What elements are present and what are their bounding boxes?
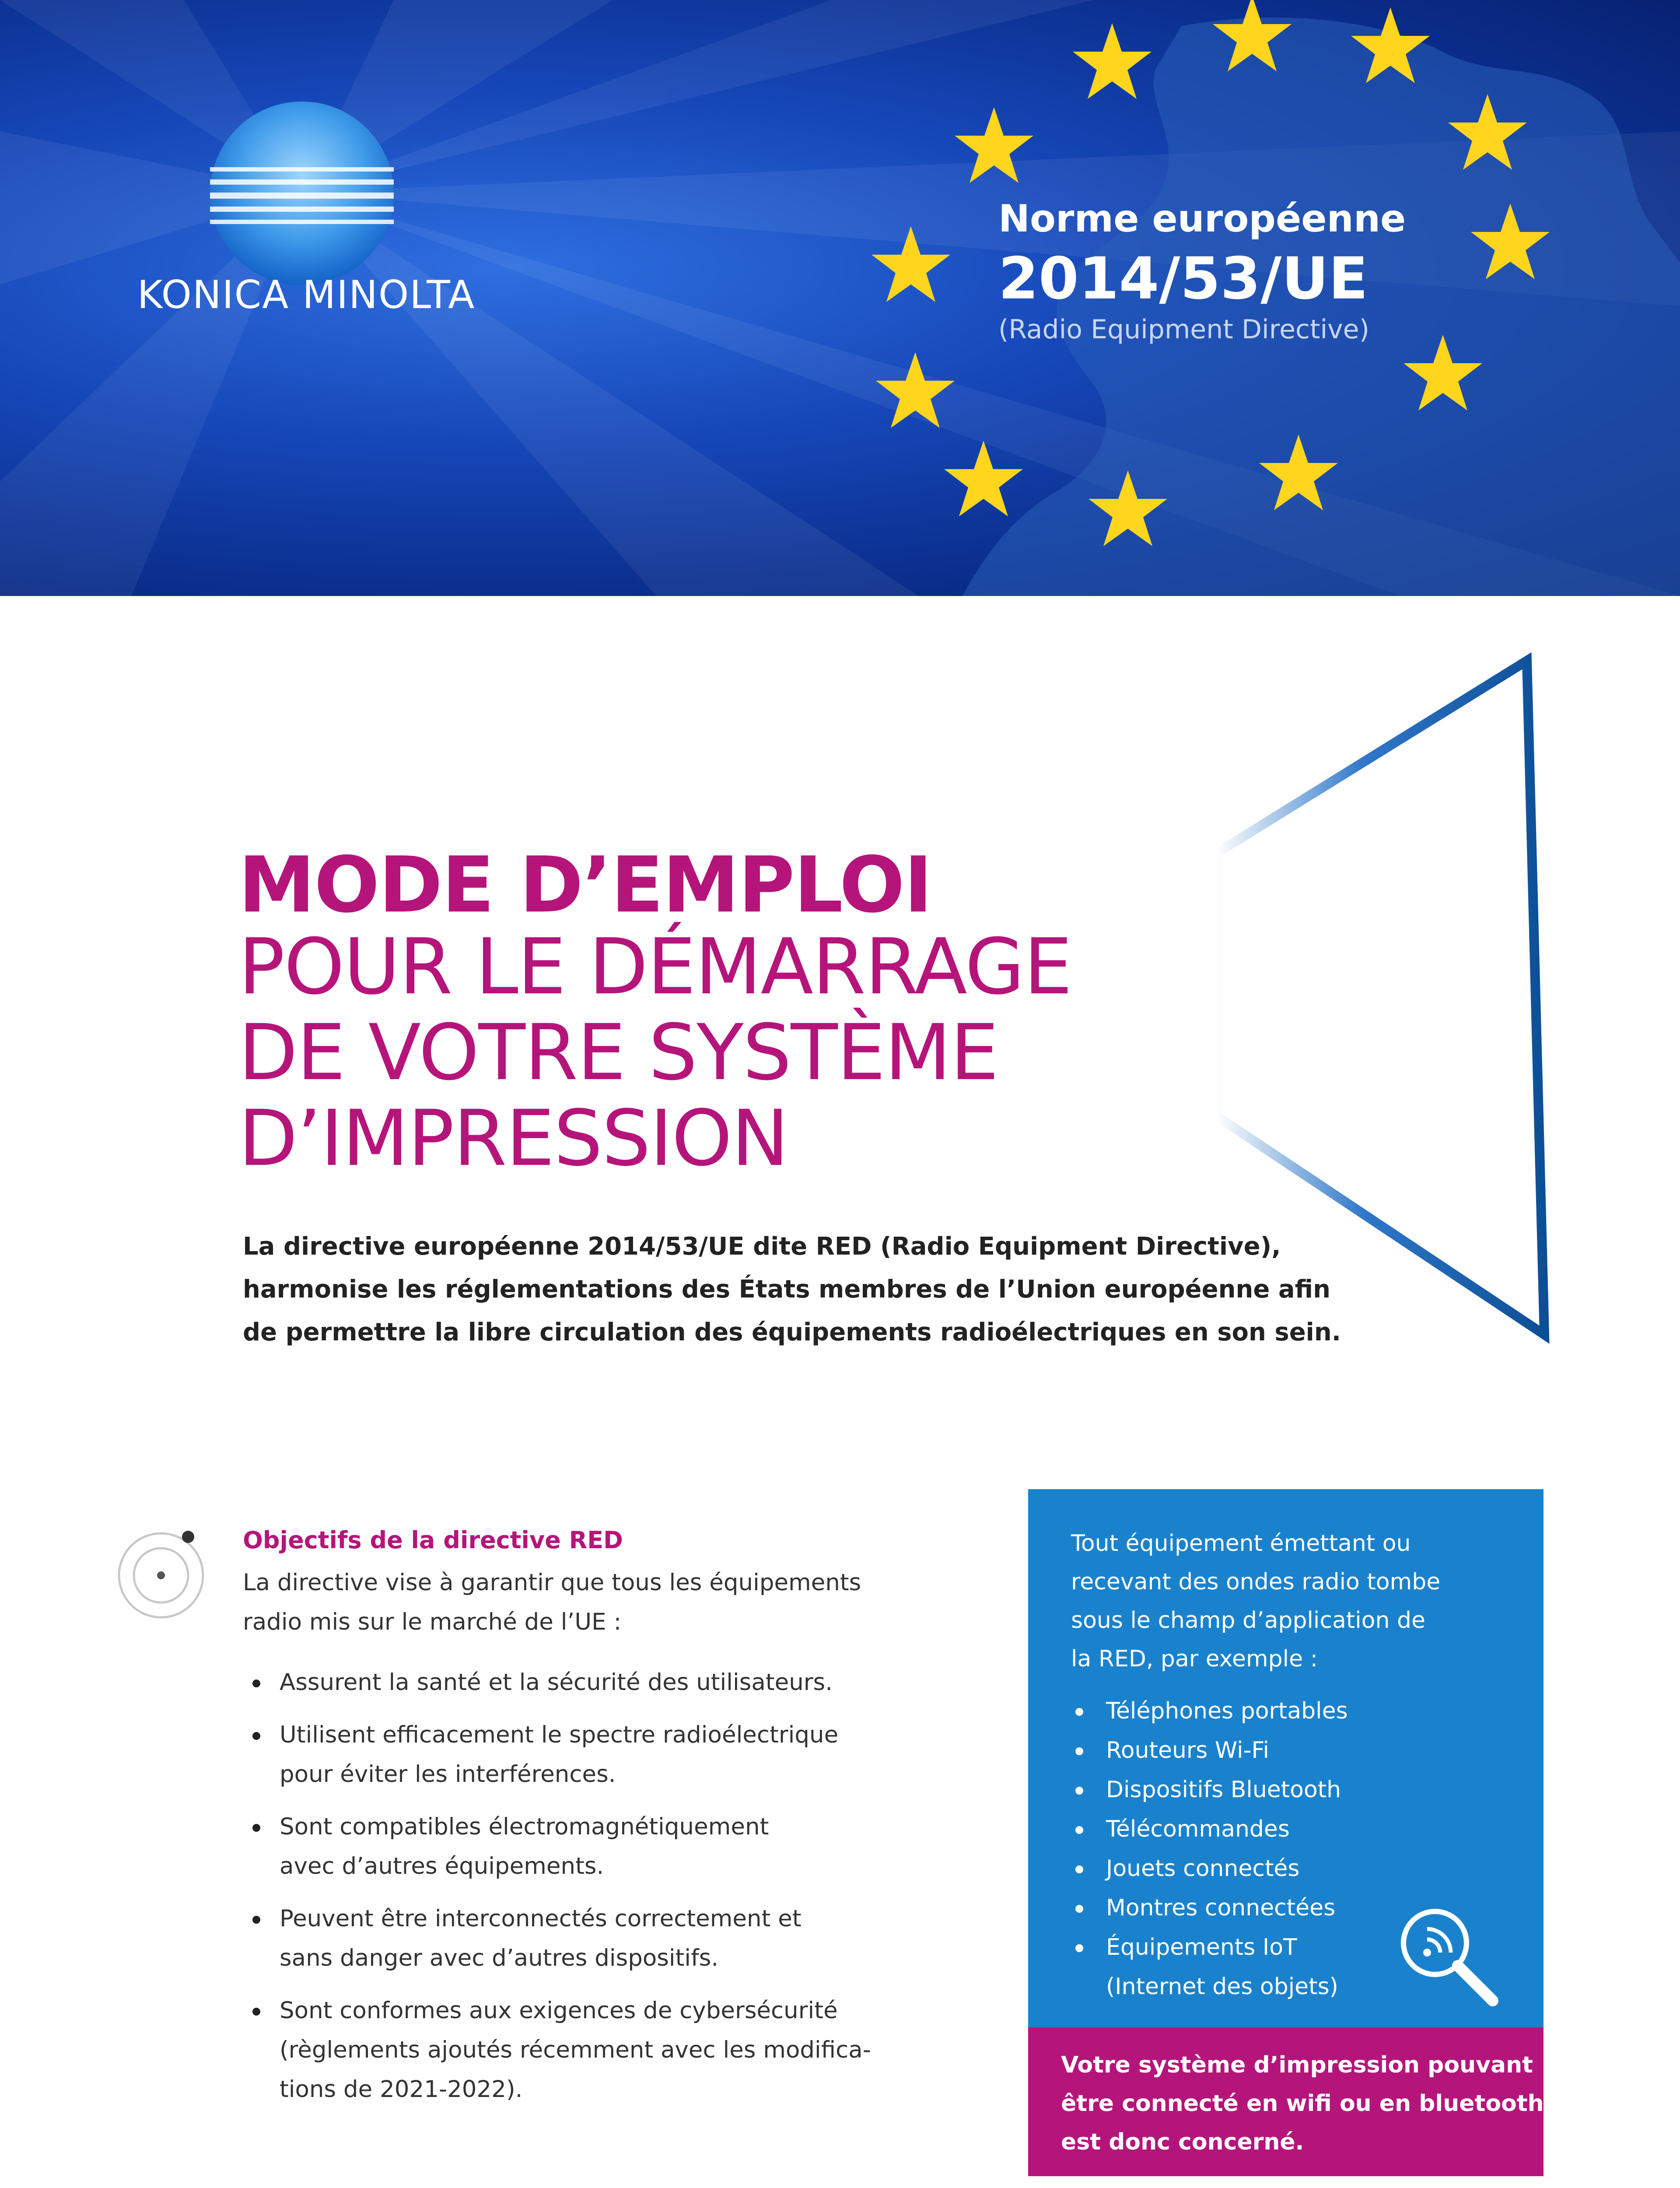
list-item-text: Sont conformes aux exigences de cybersécurité xyxy=(280,1997,838,2024)
list-item: Dispositifs Bluetooth xyxy=(1071,1770,1504,1809)
subtitle-line: DE VOTRE SYSTÈME xyxy=(238,1008,998,1098)
intro-line: de permettre la libre circulation des équipements radioélectriques en son sein. xyxy=(243,1318,1341,1346)
subtitle-line: POUR LE DÉMARRAGE xyxy=(238,922,1072,1012)
objectives-intro xyxy=(243,1563,943,1642)
list-item-text: pour éviter les interférences. xyxy=(280,1761,616,1788)
list-item-text: Utilisent efficacement le spectre radioélectrique xyxy=(280,1722,839,1748)
scope-intro xyxy=(1071,1524,1504,1678)
objectives-list xyxy=(243,1663,965,2122)
list-item xyxy=(243,1899,965,1978)
list-item xyxy=(243,1715,965,1794)
eu-stars-ring xyxy=(0,0,1680,596)
list-item-text: sans danger avec d’autres dispositifs. xyxy=(280,1945,719,1971)
norm-title: Norme européenne xyxy=(998,197,1406,241)
list-item: Routeurs Wi-Fi xyxy=(1071,1731,1504,1770)
list-item xyxy=(243,1663,965,1702)
list-item xyxy=(243,1807,965,1886)
scope-intro-line: Tout équipement émettant ou xyxy=(1071,1530,1411,1557)
wifi-search-icon xyxy=(1391,1899,1505,2013)
page-title: MODE D’EMPLOI xyxy=(238,840,932,930)
eu-banner xyxy=(0,0,1680,596)
list-item xyxy=(243,1991,965,2109)
objectives-title: Objectifs de la directive RED xyxy=(243,1526,623,1554)
page-subtitle xyxy=(238,924,1071,1182)
norm-number: 2014/53/UE xyxy=(998,245,1368,312)
list-item-text: tions de 2021-2022). xyxy=(280,2076,523,2103)
concern-line: être connecté en wifi ou en bluetooth xyxy=(1061,2090,1544,2117)
objectives-intro-line: La directive vise à garantir que tous les équipements xyxy=(243,1569,861,1596)
list-item-text: Équipements IoT xyxy=(1106,1934,1297,1960)
intro-line: La directive européenne 2014/53/UE dite RED (Radio Equipment Directive), xyxy=(243,1232,1281,1261)
intro-paragraph xyxy=(243,1225,1341,1354)
list-item: Montres connectées xyxy=(1071,1888,1504,1928)
scope-intro-line: sous le champ d’application de xyxy=(1071,1607,1425,1634)
list-item: Jouets connectés xyxy=(1071,1849,1504,1888)
scope-intro-line: la RED, par exemple : xyxy=(1071,1646,1318,1672)
concern-line: est donc concerné. xyxy=(1061,2129,1304,2155)
list-item-text: (règlements ajoutés récemment avec les modifica- xyxy=(280,2037,871,2063)
concern-box xyxy=(1028,2027,1544,2176)
brand-logo-text: KONICA MINOLTA xyxy=(137,272,476,317)
intro-line: harmonise les réglementations des États membres de l’Union européenne afin xyxy=(243,1275,1330,1304)
list-item: Téléphones portables xyxy=(1071,1691,1504,1731)
target-icon xyxy=(113,1526,209,1623)
list-item-text: (Internet des objets) xyxy=(1106,1974,1338,2000)
scope-intro-line: recevant des ondes radio tombe xyxy=(1071,1569,1441,1595)
norm-subtitle: (Radio Equipment Directive) xyxy=(998,314,1369,345)
list-item: Télécommandes xyxy=(1071,1809,1504,1849)
list-item-text: Sont compatibles électromagnétiquement xyxy=(280,1813,769,1840)
list-item-text: Assurent la santé et la sécurité des utilisateurs. xyxy=(280,1669,833,1696)
objectives-intro-line: radio mis sur le marché de l’UE : xyxy=(243,1609,622,1635)
list-item-text: Peuvent être interconnectés correctement et xyxy=(280,1905,802,1932)
list-item-text: avec d’autres équipements. xyxy=(280,1853,604,1879)
subtitle-line: D’IMPRESSION xyxy=(238,1094,788,1183)
concern-line: Votre système d’impression pouvant xyxy=(1061,2052,1533,2078)
